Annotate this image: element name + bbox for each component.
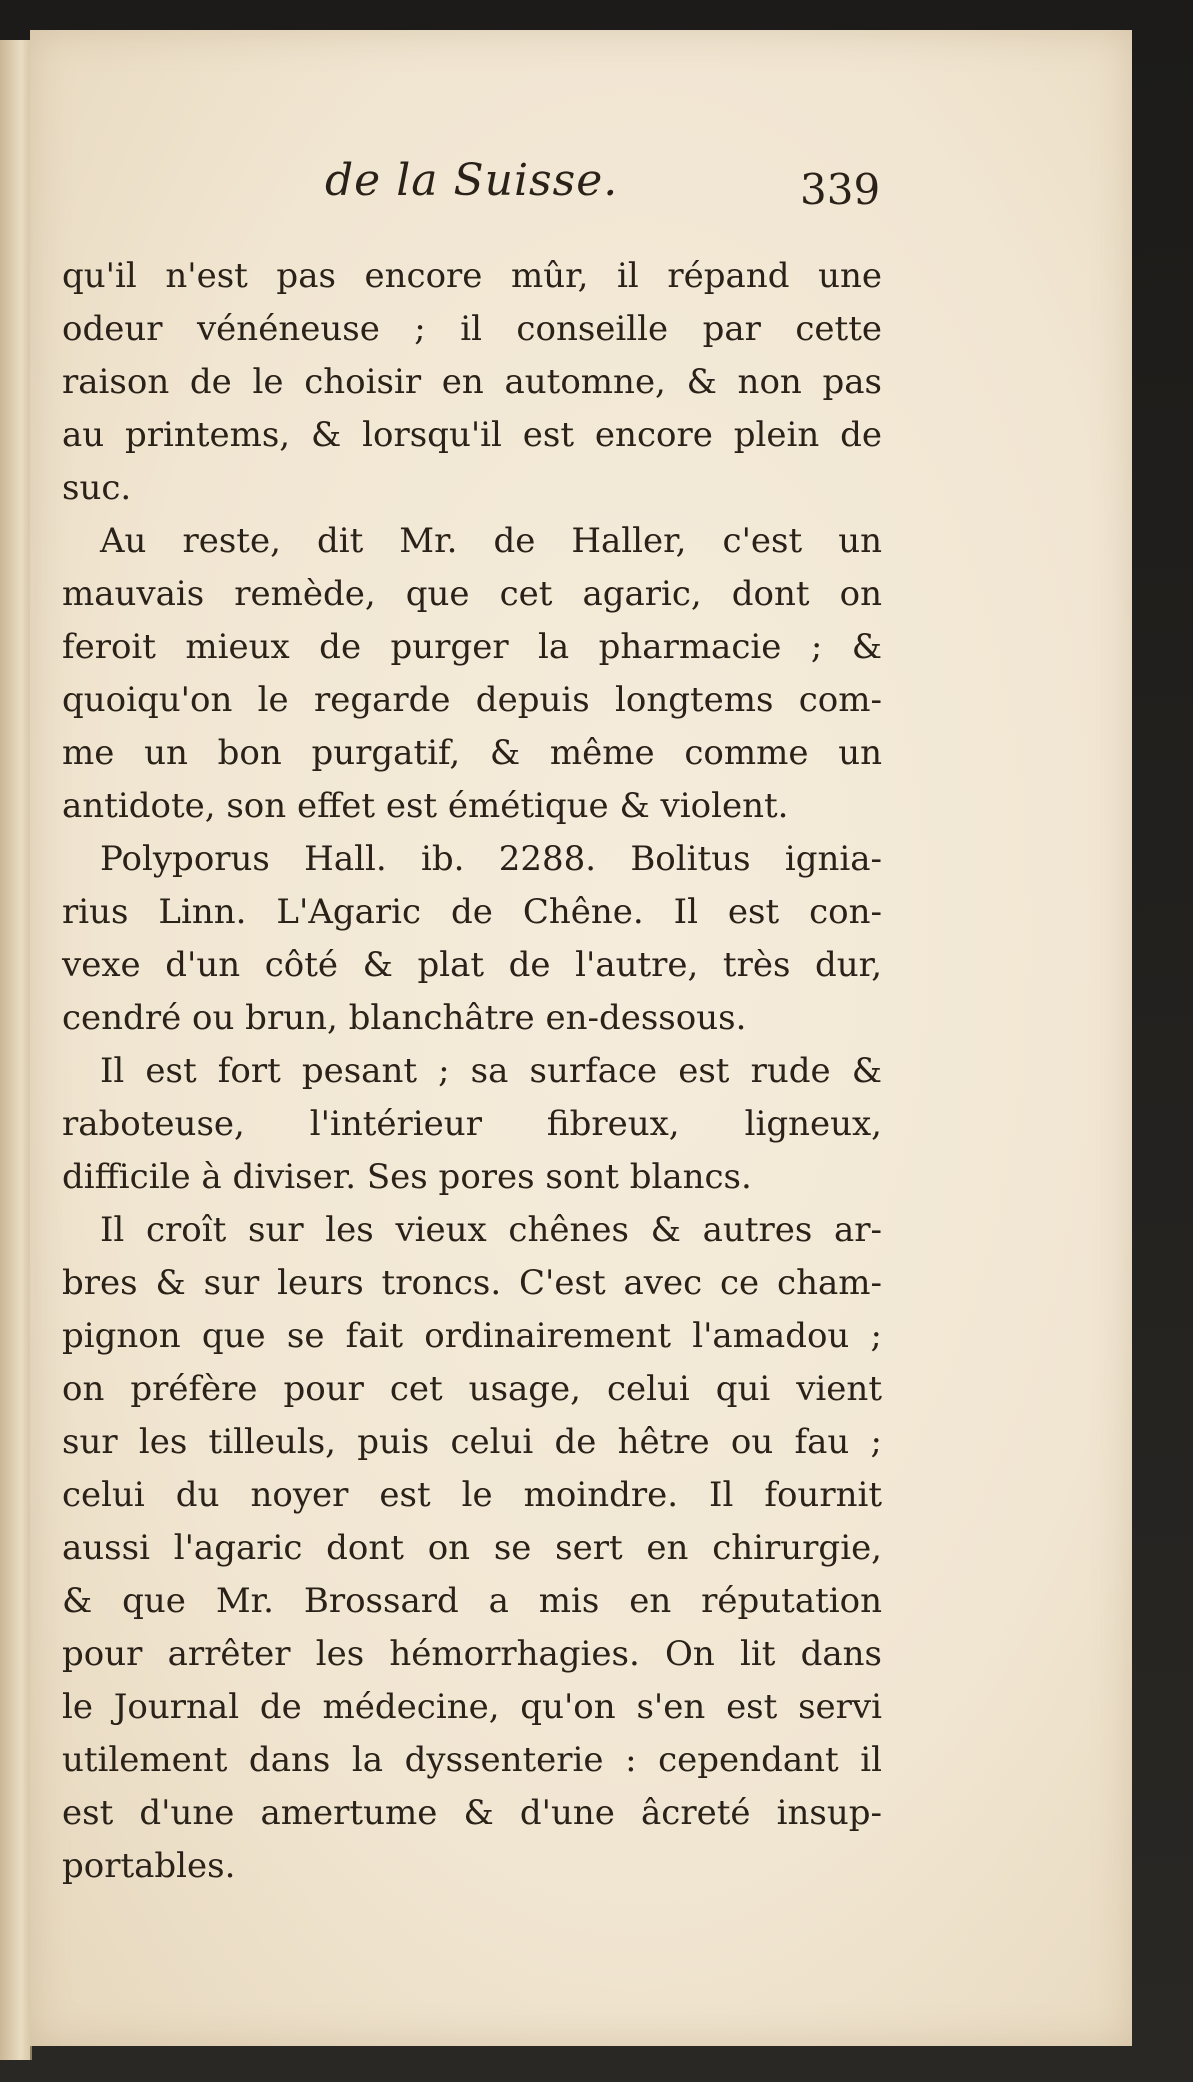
text-line: cendré ou brun, blanchâtre en-dessous. xyxy=(62,998,747,1038)
facing-page-edge xyxy=(0,40,32,2060)
running-header: de la Suisse. xyxy=(325,155,619,206)
text-line: raison de le choisir en automne, & non pas xyxy=(62,362,882,402)
page-number: 339 xyxy=(800,165,881,214)
text-line: au printems, & lorsqu'il est encore plein de xyxy=(62,415,882,455)
text-line: pignon que se fait ordinairement l'amadou ; xyxy=(62,1316,882,1356)
text-line: mauvais remède, que cet agaric, dont on xyxy=(62,574,882,614)
text-line: antidote, son effet est émétique & violent. xyxy=(62,786,789,826)
text-line: est d'une amertume & d'une âcreté insup- xyxy=(62,1793,882,1833)
body-text xyxy=(62,250,882,1893)
text-line: vexe d'un côté & plat de l'autre, très dur, xyxy=(62,945,882,985)
text-line: sur les tilleuls, puis celui de hêtre ou fau ; xyxy=(62,1422,882,1462)
text-line: pour arrêter les hémorrhagies. On lit dans xyxy=(62,1634,882,1674)
text-line: bres & sur leurs troncs. C'est avec ce cham- xyxy=(62,1263,882,1303)
text-line: odeur vénéneuse ; il conseille par cette xyxy=(62,309,882,349)
text-line: utilement dans la dyssenterie : cependant il xyxy=(62,1740,882,1780)
text-line: Polyporus Hall. ib. 2288. Bolitus ignia- xyxy=(100,839,882,879)
text-line: celui du noyer est le moindre. Il fournit xyxy=(62,1475,882,1515)
text-line: raboteuse, l'intérieur fibreux, ligneux, xyxy=(62,1104,882,1144)
text-line: Il est fort pesant ; sa surface est rude & xyxy=(100,1051,882,1091)
text-line: qu'il n'est pas encore mûr, il répand une xyxy=(62,256,882,296)
text-line: suc. xyxy=(62,468,132,508)
text-line: & que Mr. Brossard a mis en réputation xyxy=(62,1581,882,1621)
text-line: on préfère pour cet usage, celui qui vient xyxy=(62,1369,882,1409)
text-line: me un bon purgatif, & même comme un xyxy=(62,733,882,773)
text-line: feroit mieux de purger la pharmacie ; & xyxy=(62,627,882,667)
text-line: le Journal de médecine, qu'on s'en est servi xyxy=(62,1687,882,1727)
text-line: quoiqu'on le regarde depuis longtems com- xyxy=(62,680,882,720)
text-line: Il croît sur les vieux chênes & autres ar- xyxy=(100,1210,882,1250)
text-line: Au reste, dit Mr. de Haller, c'est un xyxy=(100,521,882,561)
text-line: aussi l'agaric dont on se sert en chirurgie, xyxy=(62,1528,882,1568)
text-line: difficile à diviser. Ses pores sont blancs. xyxy=(62,1157,752,1197)
text-line: rius Linn. L'Agaric de Chêne. Il est con- xyxy=(62,892,882,932)
text-line: portables. xyxy=(62,1846,236,1886)
